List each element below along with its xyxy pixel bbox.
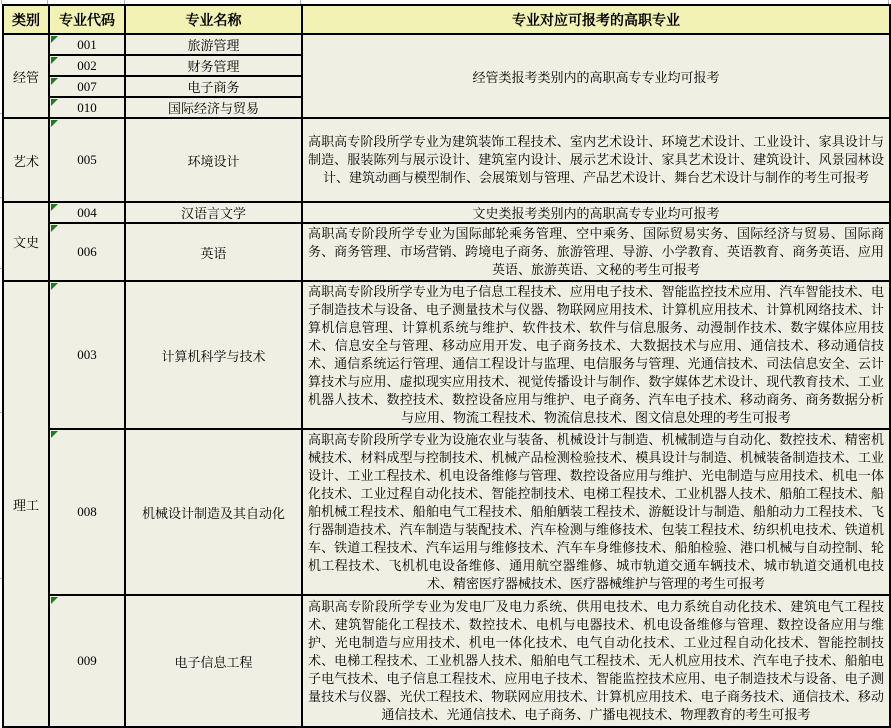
category-cell-jingguan[interactable]: 经管 <box>3 34 49 118</box>
code-value: 001 <box>77 36 97 52</box>
code-value: 004 <box>77 204 97 220</box>
code-cell-006[interactable] <box>49 223 125 281</box>
cell-error-triangle-icon <box>51 431 58 438</box>
cell-error-triangle-icon <box>51 225 58 232</box>
code-value: 003 <box>77 347 97 362</box>
code-value: 005 <box>77 152 97 167</box>
answer-cell-004[interactable]: 文史类报考类别内的高职高专专业均可报考 <box>302 202 890 223</box>
code-cell-009[interactable] <box>49 595 125 727</box>
table-row <box>3 223 890 281</box>
name-cell-007[interactable]: 电子商务 <box>125 76 302 97</box>
answer-cell-006[interactable]: 高职高专阶段所学专业为国际邮轮乘务管理、空中乘务、国际贸易实务、国际经济与贸易、国际商务、商务管理、市场营销、跨境电子商务、旅游管理、导游、小学教育、英语教育、商务英语、应用英语、旅游英语、文秘的考生可报考 <box>302 223 890 281</box>
code-cell-001[interactable] <box>49 34 125 55</box>
code-cell-005[interactable] <box>49 118 125 202</box>
code-value: 010 <box>77 99 97 115</box>
col-header-answer: 专业对应可报考的高职专业 <box>302 5 890 34</box>
answer-cell-jingguan[interactable]: 经管类报考类别内的高职高专专业均可报考 <box>302 34 890 118</box>
col-header-name: 专业名称 <box>125 5 302 34</box>
cell-error-triangle-icon <box>51 99 58 106</box>
table-row <box>3 595 890 727</box>
code-cell-010[interactable] <box>49 97 125 118</box>
name-cell-009[interactable]: 电子信息工程 <box>125 595 302 727</box>
category-cell-ligong[interactable]: 理工 <box>3 281 49 727</box>
cell-error-triangle-icon <box>51 78 58 85</box>
code-value: 002 <box>77 57 97 73</box>
code-value: 008 <box>77 504 97 519</box>
header-row <box>3 5 890 34</box>
answer-cell-008[interactable]: 高职高专阶段所学专业为设施农业与装备、机械设计与制造、机械制造与自动化、数控技术、精密机械技术、材料成型与控制技术、机械产品检测检验技术、模具设计与制造、机械装备制造技术、工业设计、工业工程技术、机电设备维修与管理、数控设备应用与维护、光电制造与应用技术、机电一体化技术、工业过程自动化技术、智能控制技术、电梯工程技术、工业机器人技术、船舶工程技术、船舶机械工程技术、船舶电气工程技术、船舶舾装工程技术、游艇设计与制造、船舶动力工程技术、飞行器制造技术、汽车制造与装配技术、汽车检测与维修技术、包装工程技术、纺织机电技术、铁道机车、铁道工程技术、汽车运用与维修技术、汽车车身维修技术、船舶检验、港口机械与自动控制、轮机工程技术、飞机机电设备维修、通用航空器维修、城市轨道交通车辆技术、城市轨道交通机电技术、精密医疗器械技术、医疗器械维护与管理的考生可报考 <box>302 429 890 595</box>
category-cell-yishu[interactable]: 艺术 <box>3 118 49 202</box>
name-cell-005[interactable]: 环境设计 <box>125 118 302 202</box>
name-cell-010[interactable]: 国际经济与贸易 <box>125 97 302 118</box>
code-cell-002[interactable] <box>49 55 125 76</box>
cell-error-triangle-icon <box>51 597 58 604</box>
col-header-code: 专业代码 <box>49 5 125 34</box>
answer-cell-003[interactable]: 高职高专阶段所学专业为电子信息工程技术、应用电子技术、智能监控技术应用、汽车智能技术、电子制造技术与设备、电子测量技术与仪器、物联网应用技术、计算机应用技术、计算机网络技术、计算机信息管理、计算机系统与维护、软件技术、软件与信息服务、动漫制作技术、数字媒体应用技术、信息安全与管理、移动应用开发、电子商务技术、大数据技术与应用、通信技术、移动通信技术、通信系统运行管理、通信工程设计与监理、电信服务与管理、光通信技术、司法信息安全、云计算技术与应用、虚拟现实应用技术、视觉传播设计与制作、数字媒体艺术设计、现代教育技术、工业机器人技术、数控技术、数控设备应用与维护、电子商务、汽车电子技术、移动商务、商务数据分析与应用、物流工程技术、物流信息技术、图文信息处理的考生可报考 <box>302 281 890 429</box>
table-row <box>3 429 890 595</box>
code-cell-003[interactable] <box>49 281 125 429</box>
name-cell-001[interactable]: 旅游管理 <box>125 34 302 55</box>
name-cell-008[interactable]: 机械设计制造及其自动化 <box>125 429 302 595</box>
cell-error-triangle-icon <box>51 57 58 64</box>
name-cell-004[interactable]: 汉语言文学 <box>125 202 302 223</box>
code-value: 006 <box>77 244 97 259</box>
cell-error-triangle-icon <box>51 204 58 211</box>
name-cell-006[interactable]: 英语 <box>125 223 302 281</box>
name-cell-002[interactable]: 财务管理 <box>125 55 302 76</box>
table-row <box>3 281 890 429</box>
table-row <box>3 34 890 55</box>
cell-error-triangle-icon <box>51 283 58 290</box>
name-cell-003[interactable]: 计算机科学与技术 <box>125 281 302 429</box>
category-cell-wenshi[interactable]: 文史 <box>3 202 49 281</box>
col-header-category: 类别 <box>3 5 49 34</box>
code-value: 009 <box>77 653 97 668</box>
code-value: 007 <box>77 78 97 94</box>
majors-table <box>2 4 891 728</box>
table-row <box>3 118 890 202</box>
cell-error-triangle-icon <box>51 36 58 43</box>
answer-cell-005[interactable]: 高职高专阶段所学专业为建筑装饰工程技术、室内艺术设计、环境艺术设计、工业设计、家具设计与制造、服装陈列与展示设计、建筑室内设计、展示艺术设计、家具艺术设计、建筑设计、风景园林设计、建筑动画与模型制作、会展策划与管理、产品艺术设计、舞台艺术设计与制作的考生可报考 <box>302 118 890 202</box>
code-cell-004[interactable] <box>49 202 125 223</box>
code-cell-008[interactable] <box>49 429 125 595</box>
cell-error-triangle-icon <box>51 120 58 127</box>
answer-cell-009[interactable]: 高职高专阶段所学专业为发电厂及电力系统、供用电技术、电力系统自动化技术、建筑电气工程技术、建筑智能化工程技术、数控技术、电机与电器技术、机电设备维修与管理、数控设备应用与维护、光电制造与应用技术、机电一体化技术、电气自动化技术、工业过程自动化技术、智能控制技术、电梯工程技术、工业机器人技术、船舶电气工程技术、无人机应用技术、汽车电子技术、船舶电子电气技术、电子信息工程技术、应用电子技术、智能监控技术应用、电子制造技术与设备、电子测量技术与仪器、光伏工程技术、物联网应用技术、计算机应用技术、电子商务技术、通信技术、移动通信技术、光通信技术、电子商务、广播电视技术、物理教育的考生可报考 <box>302 595 890 727</box>
code-cell-007[interactable] <box>49 76 125 97</box>
table-row <box>3 202 890 223</box>
